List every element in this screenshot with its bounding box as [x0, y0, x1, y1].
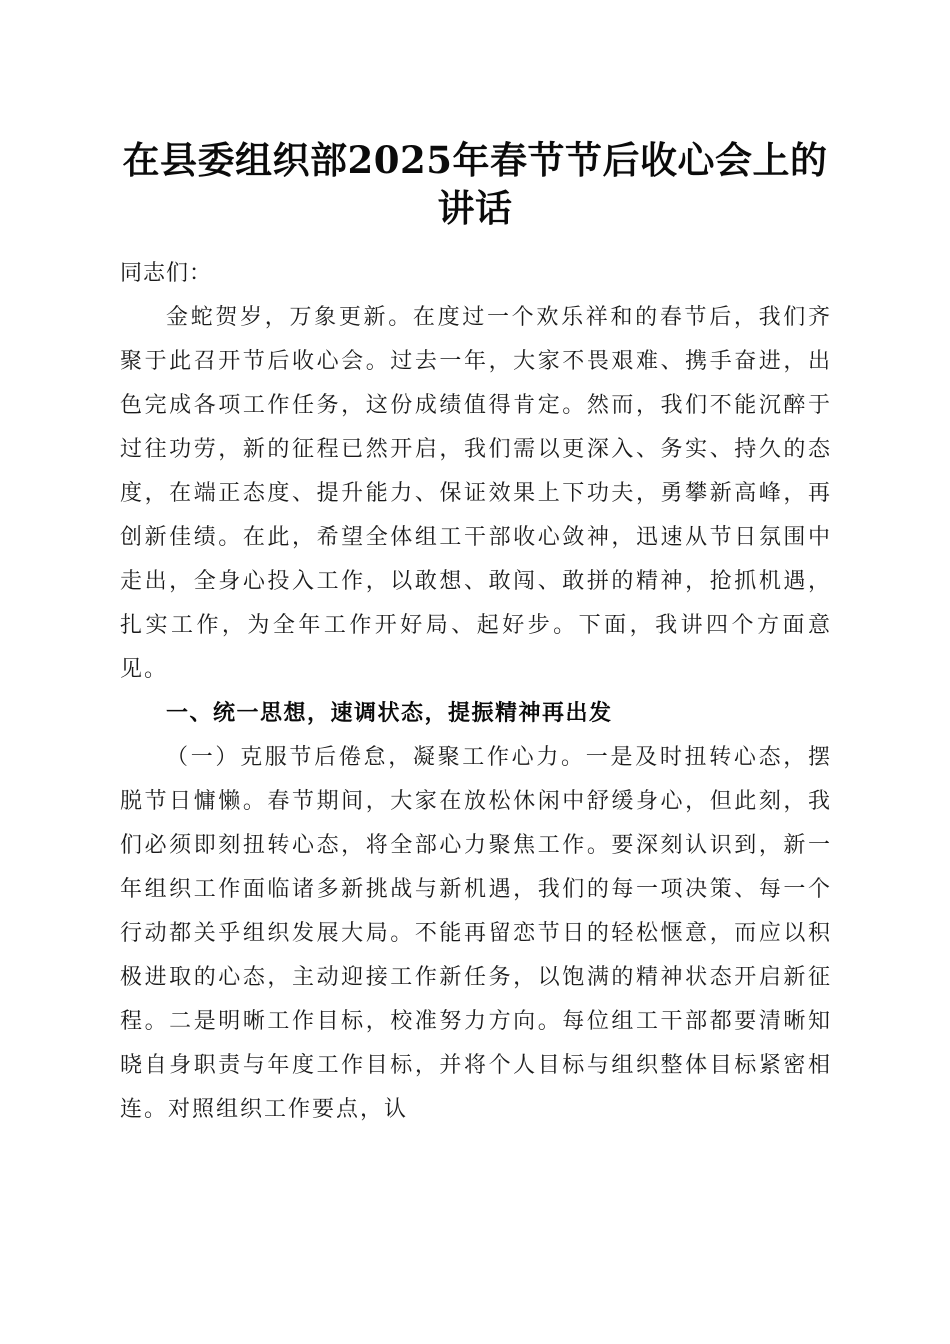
document-body: [120, 252, 832, 1132]
intro-paragraph: 金蛇贺岁，万象更新。在度过一个欢乐祥和的春节后，我们齐聚于此召开节后收心会。过去一年，大家不畏艰难、携手奋进，出色完成各项工作任务，这份成绩值得肯定。然而，我们不能沉醉于过往功劳，新的征程已然开启，我们需以更深入、务实、持久的态度，在端正态度、提升能力、保证效果上下功夫，勇攀新高峰，再创新佳绩。在此，希望全体组工干部收心敛神，迅速从节日氛围中走出，全身心投入工作，以敢想、敢闯、敢拼的精神，抢抓机遇，扎实工作，为全年工作开好局、起好步。下面，我讲四个方面意见。: [120, 305, 832, 682]
subsection-label-1: （一）克服节后倦怠，凝聚工作心力。: [166, 745, 586, 770]
salutation: 同志们：: [120, 261, 213, 286]
document-title: 在县委组织部2025年春节节后收心会上的讲话: [122, 138, 828, 230]
subsection-text-1: 一是及时扭转心态，摆脱节日慵懒。春节期间，大家在放松休闲中舒缓身心，但此刻，我们必须即刻扭转心态，将全部心力聚焦工作。要深刻认识到，新一年组织工作面临诸多新挑战与新机遇，我们的每一项决策、每一个行动都关乎组织发展大局。不能再留恋节日的轻松惬意，而应以积极进取的心态，主动迎接工作新任务，以饱满的精神状态开启新征程。二是明晰工作目标，校准努力方向。每位组工干部都要清晰知晓自身职责与年度工作目标，并将个人目标与组织整体目标紧密相连。对照组织工作要点，认: [120, 745, 832, 1122]
section-heading-1: 一、统一思想，速调状态，提振精神再出发: [166, 701, 613, 726]
subsection-paragraph-1: [120, 736, 832, 1132]
